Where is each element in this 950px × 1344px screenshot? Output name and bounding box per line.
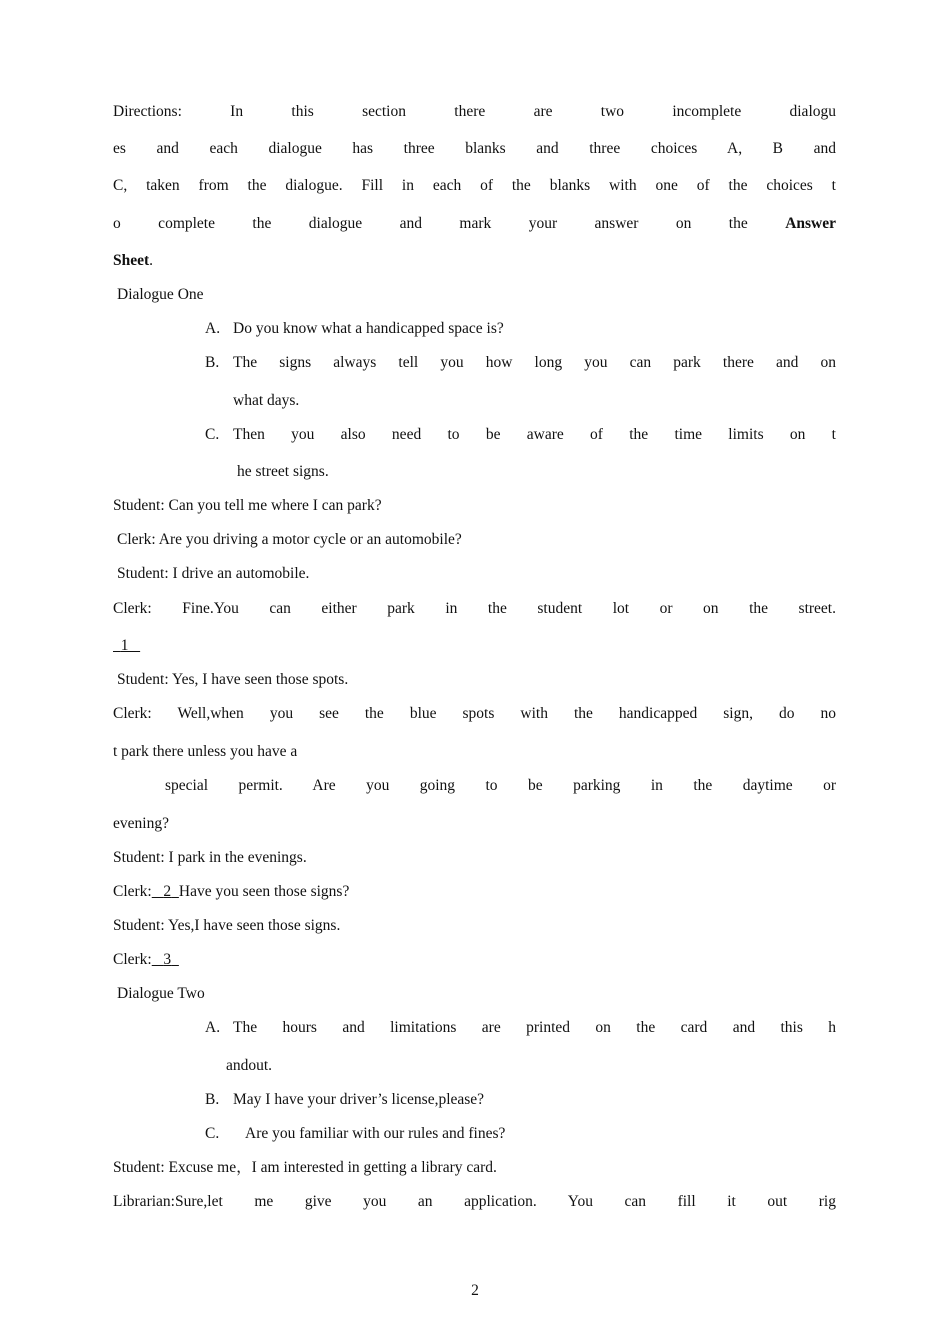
dialogue-two-option-b (205, 1090, 484, 1110)
option-text: The hours and limitations are printed on the card and this h (233, 1019, 836, 1036)
dialogue-one-option-c (205, 425, 836, 445)
dialogue-two-option-a-cont: andout. (226, 1057, 273, 1074)
dialogue-two-line: Student: Excuse me，I am interested in getting a library card. (113, 1159, 497, 1176)
directions-line-3: C, taken from the dialogue. Fill in each of the blanks with one of the choices t (113, 177, 836, 194)
dialogue-one-line: Clerk: Are you driving a motor cycle or an automobile? (117, 531, 462, 548)
option-label: C. (205, 1125, 220, 1142)
dialogue-one-option-b-cont: what days. (233, 392, 300, 409)
blank-1 (113, 636, 140, 656)
dialogue-one-line: Student: I park in the evenings. (113, 849, 307, 866)
dialogue-one-option-a (205, 319, 504, 339)
dialogue-one-line: Student: I drive an automobile. (117, 565, 310, 582)
answer-word: Answer (785, 215, 836, 232)
dialogue-one-line (113, 950, 179, 970)
option-text: Do you know what a handicapped space is? (233, 320, 504, 337)
dialogue-one-option-b (205, 353, 836, 373)
option-label: B. (205, 354, 220, 371)
dialogue-one-option-c-cont: he street signs. (237, 463, 329, 480)
directions-line-2: es and each dialogue has three blanks and three choices A, B and (113, 140, 836, 157)
line-text: Have you seen those signs? (178, 883, 350, 900)
option-label: B. (205, 1091, 220, 1108)
dialogue-two-option-a (205, 1018, 836, 1038)
speaker-label: Clerk: (113, 883, 152, 900)
blank-3: 3 (163, 951, 172, 968)
blank-2: 2 (163, 883, 172, 900)
dialogue-one-line: evening? (113, 815, 169, 832)
dialogue-two-option-c (205, 1124, 505, 1144)
dialogue-one-line: special permit. Are you going to be parking in the daytime or (165, 777, 836, 794)
page-number: 2 (471, 1282, 479, 1299)
blank-number: 1 (120, 637, 129, 654)
option-text: The signs always tell you how long you can park there and on (233, 354, 836, 371)
option-label: A. (205, 1019, 221, 1036)
directions-line-5 (113, 251, 153, 271)
option-text: May I have your driver’s license,please? (233, 1091, 485, 1108)
directions-line-5-text: . (149, 252, 154, 269)
dialogue-one-line (113, 882, 349, 902)
dialogue-one-title: Dialogue One (117, 286, 204, 303)
directions-line-1: Directions: In this section there are two incomplete dialogu (113, 103, 836, 120)
dialogue-one-line: t park there unless you have a (113, 743, 298, 760)
dialogue-two-line: Librarian:Sure,let me give you an application. You can fill it out rig (113, 1193, 836, 1210)
option-label: A. (205, 320, 221, 337)
option-text: Are you familiar with our rules and fines? (245, 1125, 506, 1142)
dialogue-one-line: Student: Yes,I have seen those signs. (113, 917, 341, 934)
directions-line-4-text: o complete the dialogue and mark your answer on the (113, 215, 786, 232)
dialogue-one-line: Clerk: Well,when you see the blue spots with the handicapped sign, do no (113, 705, 836, 722)
dialogue-one-line: Clerk: Fine.You can either park in the student lot or on the street. (113, 600, 836, 617)
directions-line-4 (113, 214, 836, 234)
option-label: C. (205, 426, 220, 443)
dialogue-one-line: Student: Can you tell me where I can park? (113, 497, 382, 514)
dialogue-two-title: Dialogue Two (117, 985, 205, 1002)
sheet-word: Sheet (113, 252, 150, 269)
dialogue-one-line: Student: Yes, I have seen those spots. (117, 671, 349, 688)
option-text: Then you also need to be aware of the time limits on t (233, 426, 836, 443)
speaker-label: Clerk: (113, 951, 152, 968)
